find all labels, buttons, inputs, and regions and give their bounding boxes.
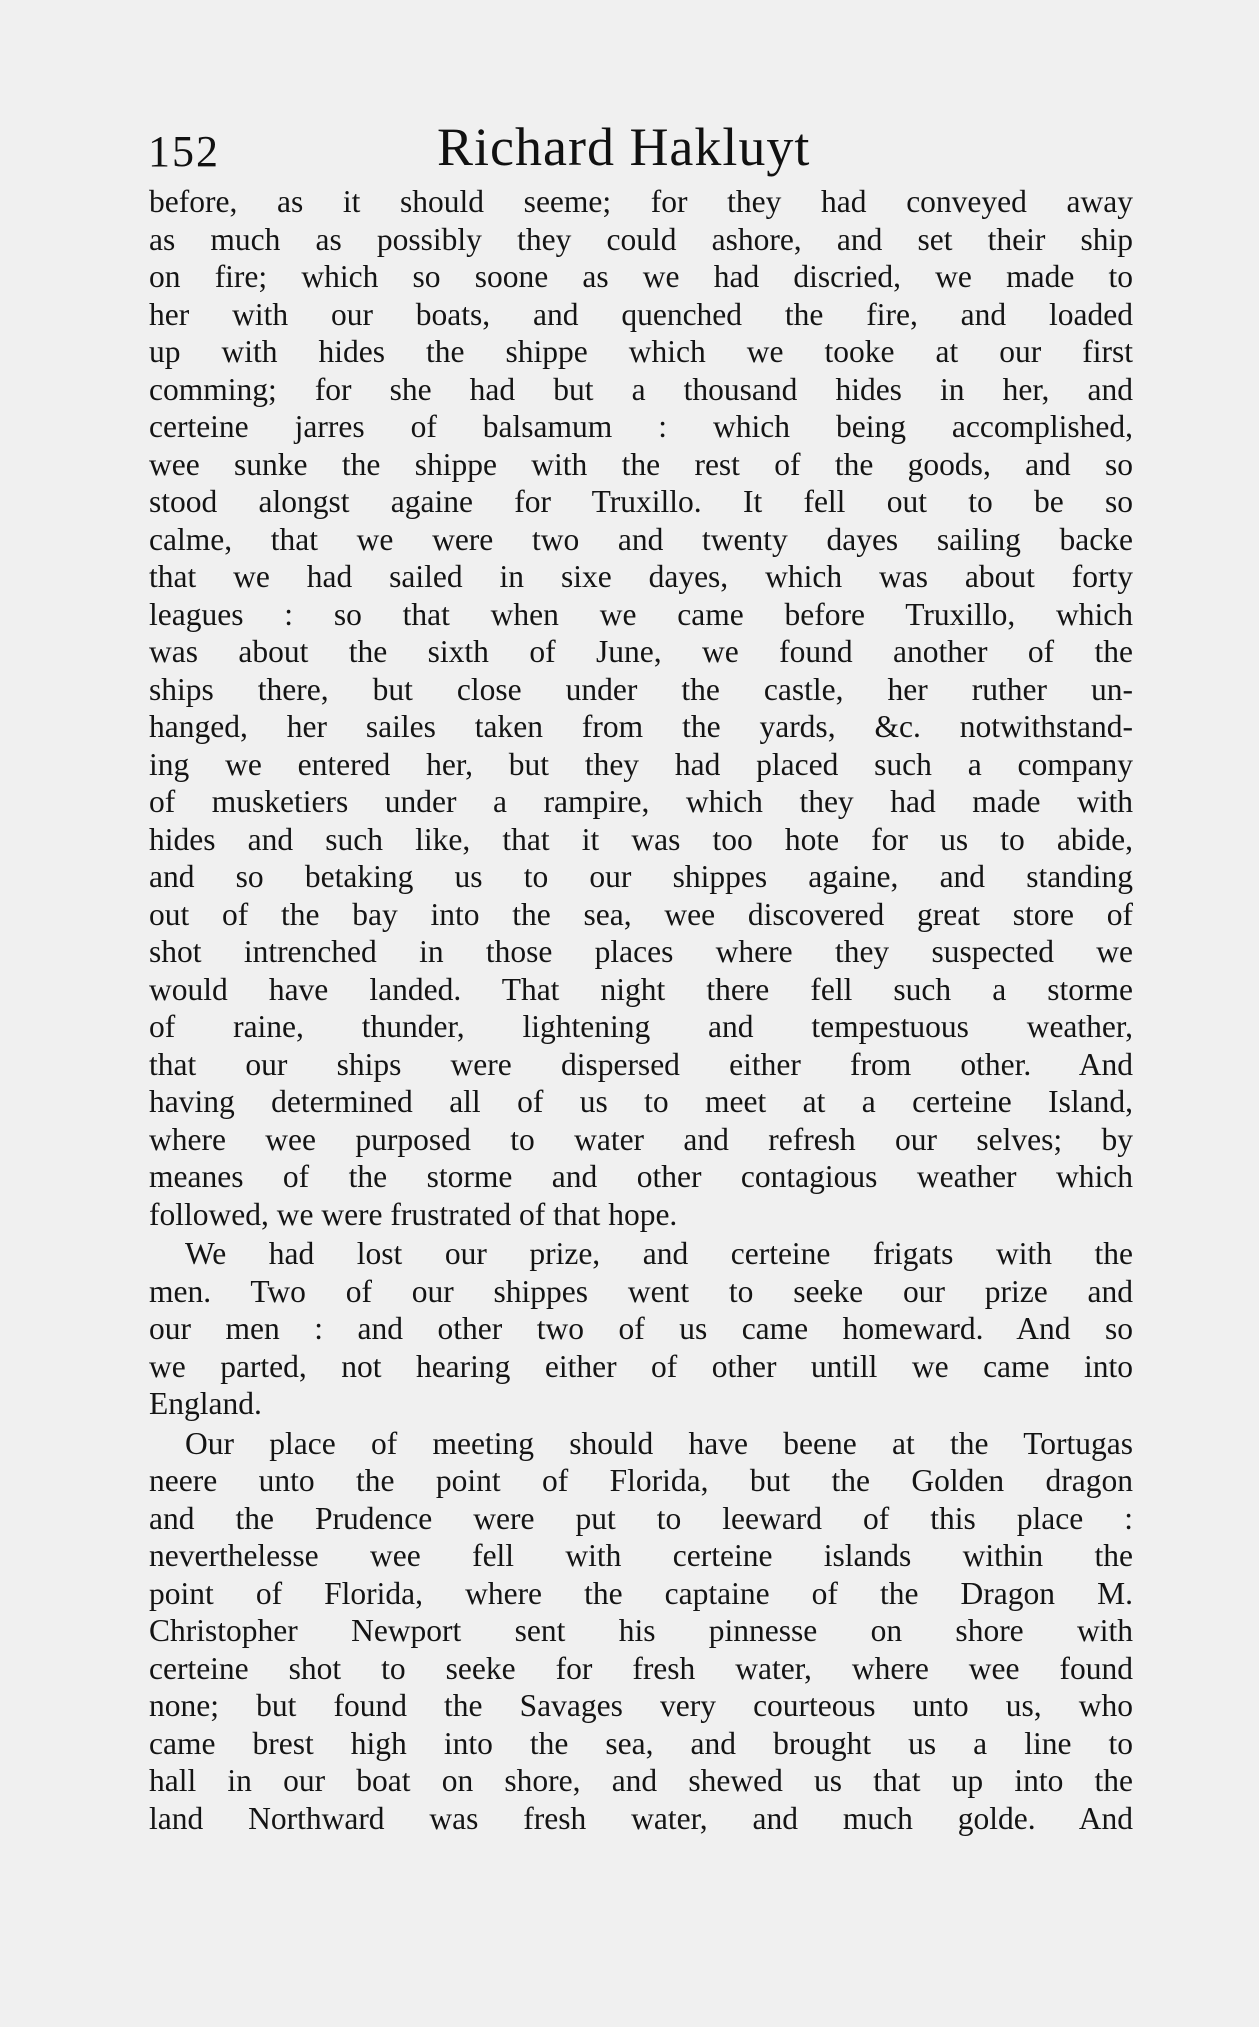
text-line: that our ships were dispersed either from other. And [149, 1046, 1133, 1082]
text-line: followed, we were frustrated of that hope. [149, 1196, 678, 1232]
text-line: leagues : so that when we came before Truxillo, which [149, 596, 1133, 632]
text-line: shot intrenched in those places where they suspected we [149, 934, 1133, 969]
text-line: out of the bay into the sea, wee discovered great store of [149, 896, 1133, 932]
text-line: England. [149, 1386, 262, 1421]
text-line: and so betaking us to our shippes againe, and standing [149, 859, 1133, 894]
text-line: meanes of the storme and other contagious weather which [149, 1159, 1133, 1194]
running-title: Richard Hakluyt [437, 117, 811, 177]
text-line: up with hides the shippe which we tooke at our first [149, 334, 1133, 369]
text-line: before, as it should seeme; for they had conveyed away [149, 184, 1133, 219]
text-line: We had lost our prize, and certeine frigats with the [185, 1236, 1133, 1271]
text-line: hides and such like, that it was too hote for us to abide, [149, 821, 1133, 857]
text-line: none; but found the Savages very courteous unto us, who [149, 1688, 1133, 1723]
text-line: ing we entered her, but they had placed such a company [149, 746, 1133, 782]
text-line: of raine, thunder, lightening and tempestuous weather, [149, 1009, 1133, 1044]
body-text [149, 183, 1133, 1837]
text-line: on fire; which so soone as we had discried, we made to [149, 259, 1133, 294]
text-line: was about the sixth of June, we found another of the [149, 634, 1133, 669]
text-line: certeine shot to seeke for fresh water, where wee found [149, 1650, 1133, 1686]
text-line: hanged, her sailes taken from the yards, &c. notwithstand- [149, 709, 1133, 744]
text-line: point of Florida, where the captaine of the Dragon M. [149, 1575, 1133, 1611]
text-line: our men : and other two of us came homeward. And so [149, 1311, 1133, 1346]
text-line: Our place of meeting should have beene at the Tortugas [185, 1425, 1133, 1461]
text-line: certeine jarres of balsamum : which being accomplished, [149, 409, 1133, 444]
text-line: we parted, not hearing either of other untill we came into [149, 1348, 1133, 1384]
text-line: and the Prudence were put to leeward of this place : [149, 1500, 1133, 1536]
text-line: wee sunke the shippe with the rest of the goods, and so [149, 446, 1133, 482]
text-line: men. Two of our shippes went to seeke our prize and [149, 1273, 1133, 1309]
text-line: neverthelesse wee fell with certeine islands within the [149, 1538, 1133, 1573]
text-line: comming; for she had but a thousand hides in her, and [149, 371, 1133, 407]
text-line: hall in our boat on shore, and shewed us that up into the [149, 1763, 1133, 1798]
text-line: where wee purposed to water and refresh our selves; by [149, 1121, 1133, 1157]
text-line: calme, that we were two and twenty dayes sailing backe [149, 521, 1133, 557]
text-line: ships there, but close under the castle, her ruther un- [149, 671, 1133, 707]
paragraph-2 [149, 1235, 1133, 1423]
page-header [148, 108, 1132, 188]
paragraph-1 [149, 183, 1133, 1233]
text-line: her with our boats, and quenched the fire, and loaded [149, 296, 1133, 332]
text-line: neere unto the point of Florida, but the Golden dragon [149, 1463, 1133, 1498]
text-line: as much as possibly they could ashore, and set their ship [149, 221, 1133, 257]
paragraph-3 [149, 1425, 1133, 1838]
text-line: Christopher Newport sent his pinnesse on shore with [149, 1613, 1133, 1648]
text-line: having determined all of us to meet at a certeine Island, [149, 1084, 1133, 1119]
text-line: came brest high into the sea, and brought us a line to [149, 1725, 1133, 1761]
text-line: would have landed. That night there fell such a storme [149, 971, 1133, 1007]
text-line: land Northward was fresh water, and much golde. And [149, 1800, 1133, 1836]
page-number: 152 [148, 127, 220, 176]
text-line: of musketiers under a rampire, which they had made with [149, 784, 1133, 819]
text-line: that we had sailed in sixe dayes, which was about forty [149, 559, 1133, 594]
text-line: stood alongst againe for Truxillo. It fell out to be so [149, 484, 1133, 519]
